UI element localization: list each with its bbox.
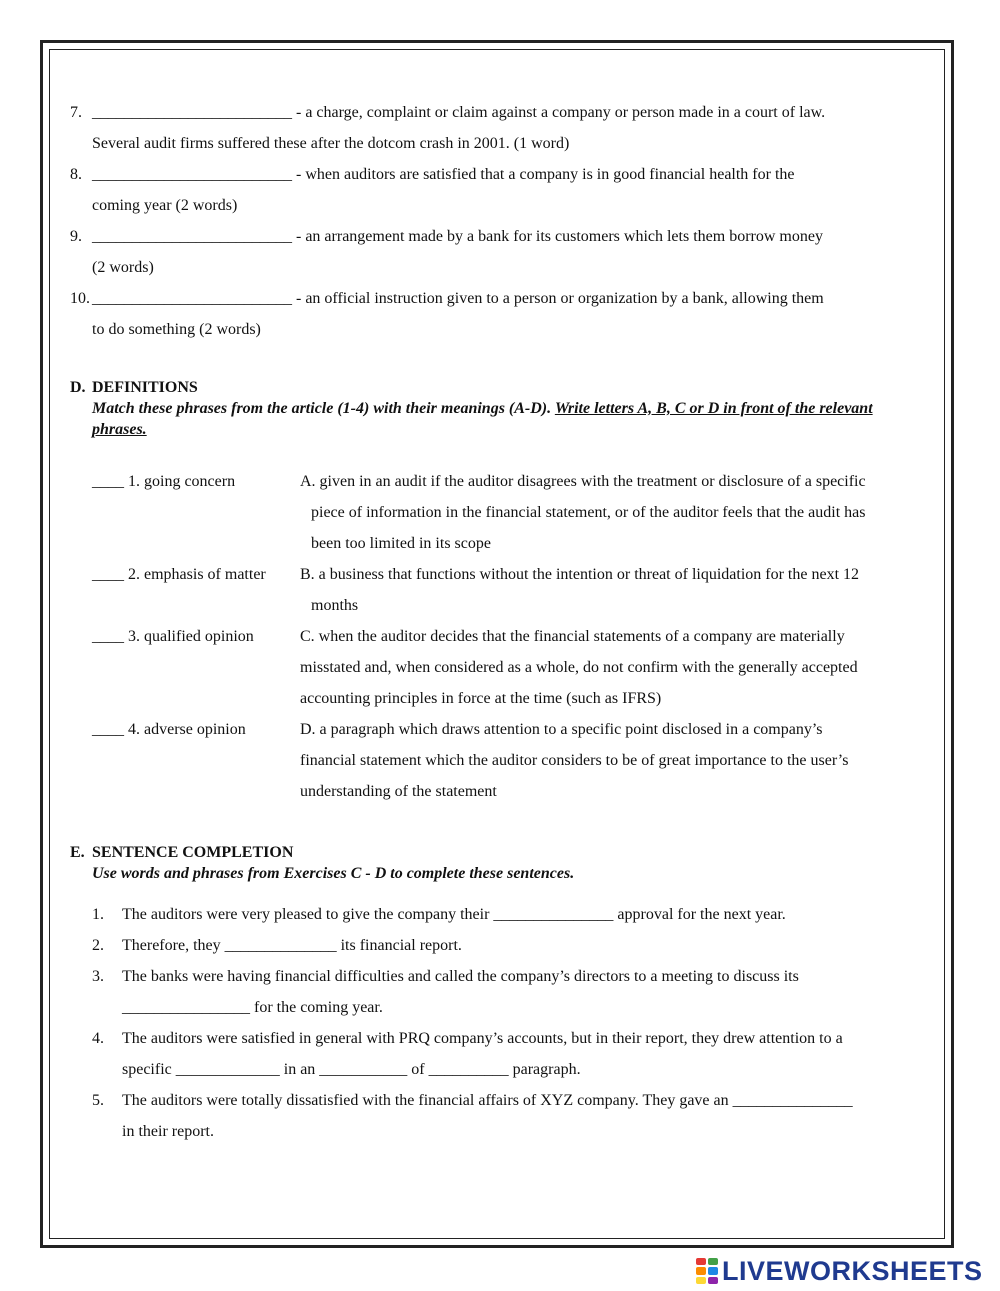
sentence-number: 2.: [92, 937, 104, 954]
sentence-text: [122, 1085, 930, 1147]
sentence-item: [92, 1085, 930, 1147]
definition-text: [300, 621, 932, 714]
vocab-item-10: [70, 283, 930, 345]
instruction-underlined: Write letters A, B, C or D in front of the relevant phrases.: [92, 400, 873, 438]
item-line: (2 words): [92, 259, 154, 276]
logo-block: [696, 1277, 706, 1284]
section-letter: D.: [70, 379, 86, 396]
definition-text: [300, 559, 932, 621]
definition-row: [92, 559, 932, 621]
sentence-text: [122, 930, 930, 961]
sentence-item: [92, 899, 930, 930]
instruction-text: Match these phrases from the article (1-4) with their meanings (A-D).: [92, 400, 555, 417]
sentence-text: [122, 1023, 930, 1085]
section-heading: [70, 378, 930, 398]
sentence-line: The auditors were satisfied in general with PRQ company’s accounts, but in their report, they drew attention to a: [122, 1030, 843, 1047]
sentence-line: The banks were having financial difficulties and called the company’s directors to a meeting to discuss its: [122, 968, 799, 985]
definition-line: accounting principles in force at the time (such as IFRS): [300, 690, 662, 707]
logo-block: [696, 1267, 706, 1274]
phrase-term: ____ 4. adverse opinion: [92, 721, 246, 738]
sentence-line: specific _____________ in an ___________ of __________ paragraph.: [122, 1061, 581, 1078]
item-line: _________________________ - when auditors are satisfied that a company is in good financial health for the: [92, 166, 795, 183]
vocab-item-8: [70, 159, 930, 221]
definition-row: [92, 621, 932, 714]
item-line: _________________________ - a charge, complaint or claim against a company or person made in a court of law.: [92, 104, 826, 121]
logo-text: LIVEWORKSHEETS: [722, 1255, 983, 1286]
item-line: Several audit firms suffered these after the dotcom crash in 2001. (1 word): [92, 135, 570, 152]
sentence-line: ________________ for the coming year.: [122, 999, 383, 1016]
item-line: coming year (2 words): [92, 197, 238, 214]
item-number: 8.: [70, 166, 82, 183]
section-letter: E.: [70, 844, 85, 861]
definition-line: misstated and, when considered as a whole, do not confirm with the generally accepted: [300, 659, 858, 676]
sentence-line: Therefore, they ______________ its financial report.: [122, 937, 462, 954]
definition-line: B. a business that functions without the intention or threat of liquidation for the next 12: [300, 566, 860, 583]
sentence-item: [92, 961, 930, 1023]
logo-block: [708, 1277, 718, 1284]
sentence-number: 3.: [92, 968, 104, 985]
section-instruction: Use words and phrases from Exercises C - D to complete these sentences.: [92, 865, 575, 882]
definition-text: [300, 714, 932, 807]
vocabulary-list: [70, 97, 930, 345]
section-title: DEFINITIONS: [92, 379, 198, 396]
sentence-item: [92, 1023, 930, 1085]
sentence-line: in their report.: [122, 1123, 214, 1140]
sentence-text: [122, 899, 930, 930]
section-title: SENTENCE COMPLETION: [92, 844, 294, 861]
section-sentence-completion: [70, 843, 930, 884]
item-line: _________________________ - an arrangement made by a bank for its customers which lets them borrow money: [92, 228, 823, 245]
sentence-line: The auditors were totally dissatisfied with the financial affairs of XYZ company. They gave an _______________: [122, 1092, 853, 1109]
item-line: to do something (2 words): [92, 321, 261, 338]
definition-line: piece of information in the financial statement, or of the auditor feels that the audit has: [311, 504, 866, 521]
definition-line: C. when the auditor decides that the financial statements of a company are materially: [300, 628, 845, 645]
logo-block: [708, 1258, 718, 1265]
phrase-term: ____ 3. qualified opinion: [92, 628, 254, 645]
sentence-number: 4.: [92, 1030, 104, 1047]
sentence-text: [122, 961, 930, 1023]
section-heading: [70, 843, 930, 863]
phrase-term: ____ 1. going concern: [92, 473, 236, 490]
vocab-item-9: [70, 221, 930, 283]
definition-row: [92, 466, 932, 559]
vocab-item-7: [70, 97, 930, 159]
item-line: _________________________ - an official instruction given to a person or organization by a bank, allowing them: [92, 290, 824, 307]
sentence-list: [92, 899, 930, 1147]
definition-line: financial statement which the auditor considers to be of great importance to the user’s: [300, 752, 849, 769]
definition-line: D. a paragraph which draws attention to a specific point disclosed in a company’s: [300, 721, 823, 738]
definition-line: been too limited in its scope: [311, 535, 491, 552]
definition-text: [300, 466, 932, 559]
definition-line: months: [311, 597, 359, 614]
section-instruction: [70, 398, 930, 440]
phrase-term: ____ 2. emphasis of matter: [92, 566, 266, 583]
sentence-number: 1.: [92, 906, 104, 923]
definition-row: [92, 714, 932, 807]
sentence-line: The auditors were very pleased to give the company their _______________ approval for the next year.: [122, 906, 786, 923]
item-number: 10.: [70, 290, 90, 307]
definition-line: A. given in an audit if the auditor disagrees with the treatment or disclosure of a specific: [300, 473, 866, 490]
definition-line: understanding of the statement: [300, 783, 497, 800]
logo-block: [696, 1258, 706, 1265]
item-number: 9.: [70, 228, 82, 245]
liveworksheets-logo[interactable]: [696, 1256, 983, 1286]
logo-blocks-icon: [696, 1258, 718, 1284]
sentence-number: 5.: [92, 1092, 104, 1109]
section-definitions: [70, 378, 930, 440]
logo-block: [708, 1267, 718, 1274]
item-number: 7.: [70, 104, 82, 121]
sentence-item: [92, 930, 930, 961]
definitions-list: [92, 466, 932, 807]
